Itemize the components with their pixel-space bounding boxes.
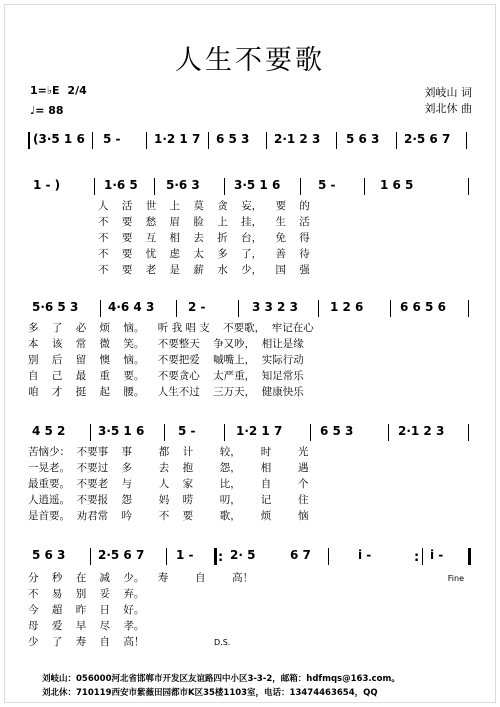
staff-system-5 — [28, 548, 490, 648]
measure: 6 5 3 — [320, 424, 354, 438]
barline — [164, 424, 165, 441]
barline — [468, 300, 469, 317]
measure: 5·6 5 3 — [32, 300, 79, 314]
footer-line-1: 刘岐山：056000河北省邯郸市开发区友谊路四中小区3-3-2，邮箱：hdfmqs@163.com。 — [42, 674, 400, 684]
lyric-line: 不 要 忧 虑 太 多 了， 善 待 — [98, 248, 310, 260]
barline — [90, 424, 91, 441]
barline — [224, 424, 225, 441]
lyric-line: 一晃老。 不要过 多 去 抱 怨， 相 遇 — [28, 462, 309, 474]
measure: i - — [358, 548, 372, 562]
lyric-line: 自 己 最 重 要。 不要贪心 太严重， 知足常乐 — [28, 370, 304, 382]
measure: 5 - — [318, 178, 336, 192]
ds-mark: D.S. — [214, 638, 231, 647]
lyric-line: 不 要 老 是 薪 水 少， 国 强 — [98, 264, 310, 276]
lyric-line: 多 了 必 烦 恼。 听 我 唱 支 不要歌， 牢记在心 — [28, 322, 314, 334]
measure: 6 6 5 6 — [400, 300, 446, 314]
repeat-barline — [214, 548, 217, 565]
lyric-line: 不 易 别 妥 弃。 — [28, 588, 145, 600]
barline — [238, 300, 239, 317]
repeat-dots: : — [414, 550, 420, 565]
measure: 5 - — [103, 132, 121, 146]
fine-mark: Fine — [447, 574, 464, 583]
barline — [468, 178, 469, 195]
key-signature — [30, 84, 87, 97]
key-text: 1=♭E — [30, 84, 60, 97]
measure: 2· 5 — [230, 548, 256, 562]
barline — [318, 300, 319, 317]
barline — [390, 300, 391, 317]
lyricist: 刘岐山 词 — [424, 86, 472, 99]
measure: 3·5 1 6 — [234, 178, 281, 192]
barline — [300, 178, 301, 195]
barline — [388, 424, 389, 441]
measure: 5·6 3 — [166, 178, 200, 192]
barline — [176, 300, 177, 317]
measure: 3 3 2 3 — [252, 300, 298, 314]
repeat-dots: : — [218, 550, 224, 565]
measure: 2·1 2 3 — [398, 424, 445, 438]
barline — [94, 178, 95, 195]
measure: 6 5 3 — [216, 132, 250, 146]
barline — [146, 132, 147, 149]
barline — [28, 132, 30, 149]
staff-system-1 — [28, 132, 490, 152]
measure: 2 - — [188, 300, 206, 314]
final-barline — [468, 548, 471, 565]
lyric-line: 今 超 昨 日 好。 — [28, 604, 145, 616]
measure: 1·6 5 — [104, 178, 138, 192]
barline — [224, 178, 225, 195]
measure: 1 - ) — [33, 178, 61, 192]
lyric-line: 别 后 留 懊 恼。 不要把爱 嘁嘴上， 实际行动 — [28, 354, 304, 366]
barline — [336, 132, 337, 149]
barline — [468, 424, 469, 441]
lyric-line: 不 要 互 相 去 折 台， 免 得 — [98, 232, 310, 244]
measure: 5 - — [178, 424, 196, 438]
lyric-line: 苦恼少： 不要事 事 都 计 较， 时 光 — [28, 446, 309, 458]
tempo-mark: ♩= 88 — [30, 104, 64, 117]
barline — [166, 548, 167, 565]
measure: 3·5 1 6 — [98, 424, 145, 438]
barline — [154, 178, 155, 195]
barline — [208, 132, 209, 149]
measure: 5 6 3 — [32, 548, 66, 562]
staff-system-4 — [28, 424, 490, 522]
measure: 2·5 6 7 — [98, 548, 145, 562]
barline — [90, 548, 91, 565]
footer-line-2: 刘北休：710119西安市紫薇田园都市K区35楼1103室，电话：13474463654，QQ — [42, 688, 378, 698]
measure: 4 5 2 — [32, 424, 66, 438]
staff-system-2 — [28, 178, 490, 276]
measure: 1 - — [176, 548, 194, 562]
measure: 1·2 1 7 — [236, 424, 283, 438]
measure: 1·2 1 7 — [154, 132, 201, 146]
lyric-line: 不 要 愁 眉 脸 上 挂， 生 活 — [98, 216, 310, 228]
lyric-line: 最重要。 不要老 与 人 家 比， 自 个 — [28, 478, 309, 490]
measure: 6 7 — [290, 548, 311, 562]
lyric-line: 少 了 寿 自 高！ — [28, 636, 145, 648]
song-title: 人生不要歌 — [175, 45, 325, 76]
barline — [466, 132, 467, 149]
barline — [100, 300, 101, 317]
measure: 2·1 2 3 — [274, 132, 321, 146]
barline — [364, 178, 365, 195]
lyric-line: 分 秒 在 减 少。 寿 自 高！ — [28, 572, 254, 584]
barline — [396, 132, 397, 149]
measure: 1 2 6 — [330, 300, 364, 314]
measure: (3·5 1 6 — [33, 132, 85, 146]
lyric-line: 是首要。 劝君常 吟 不 要 歌， 烦 恼 — [28, 510, 309, 522]
lyric-line: 人 活 世 上 莫 贪 妄， 要 的 — [98, 200, 310, 212]
barline — [328, 548, 329, 565]
barline — [310, 424, 311, 441]
composer: 刘北休 曲 — [424, 102, 472, 115]
staff-system-3 — [28, 300, 490, 398]
barline — [92, 132, 93, 149]
measure: 1 6 5 — [380, 178, 414, 192]
measure: 4·6 4 3 — [108, 300, 155, 314]
lyric-line: 咱 才 挺 起 腰。 人生不过 三万天， 健康快乐 — [28, 386, 304, 398]
measure: i - — [430, 548, 444, 562]
lyric-line: 母 爱 早 尽 孝。 — [28, 620, 145, 632]
lyric-line: 本 该 常 微 笑。 不要整天 争又吵， 相让是缘 — [28, 338, 304, 350]
barline — [266, 132, 267, 149]
barline — [422, 548, 423, 565]
measure: 2·5 6 7 — [404, 132, 451, 146]
lyric-line: 人逍遥。 不要报 怨 妈 唠 叨， 记 住 — [28, 494, 309, 506]
time-signature: 2/4 — [67, 84, 87, 97]
measure: 5 6 3 — [346, 132, 380, 146]
